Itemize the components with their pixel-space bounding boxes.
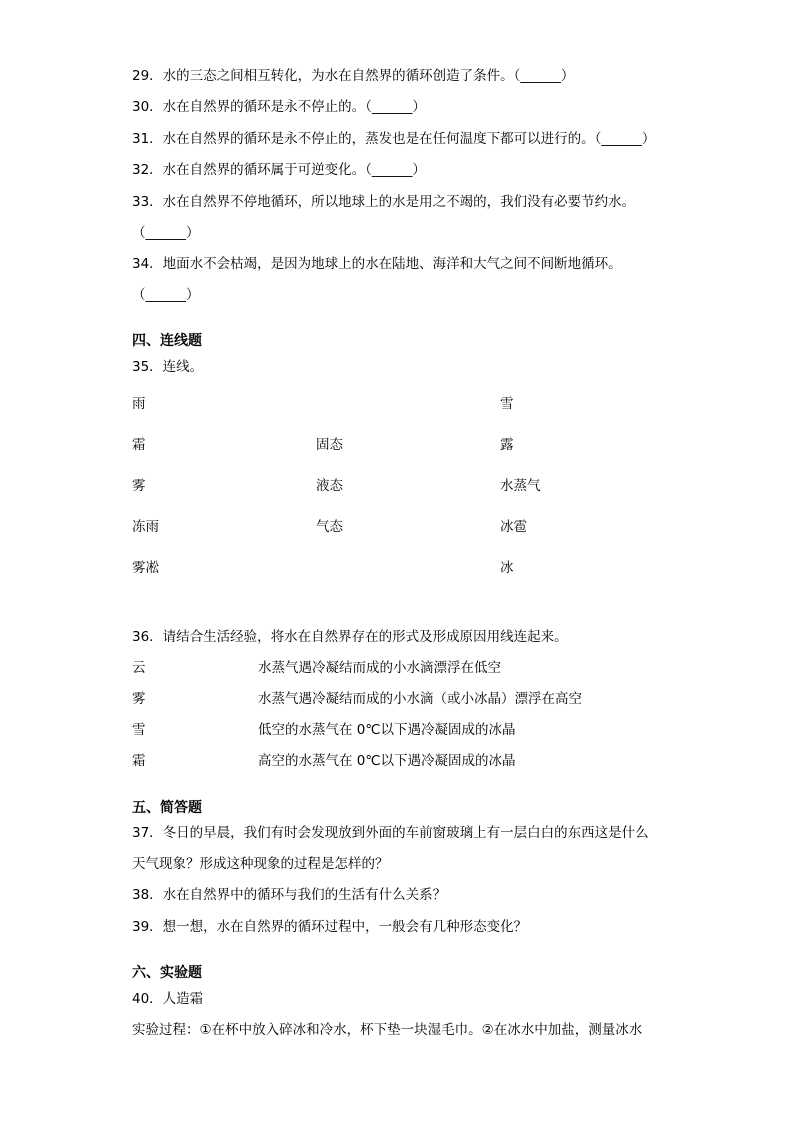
question-35: 35．连线。	[132, 359, 204, 375]
q36-left-item: 霜	[132, 753, 146, 769]
q36-right-item: 低空的水蒸气在 0℃以下遇冷凝固成的冰晶	[258, 722, 516, 738]
question-29: 29．水的三态之间相互转化，为水在自然界的循环创造了条件。（______）	[132, 68, 575, 84]
question-40: 40．人造霜	[132, 991, 204, 1007]
question-31: 31．水在自然界的循环是永不停止的，蒸发也是在任何温度下都可以进行的。（______）	[132, 131, 656, 147]
question-36: 36．请结合生活经验，将水在自然界存在的形式及形成原因用线连起来。	[132, 629, 568, 645]
question-34: 34．地面水不会枯竭，是因为地球上的水在陆地、海洋和大气之间不间断地循环。	[132, 256, 622, 272]
question-37: 37．冬日的早晨，我们有时会发现放到外面的车前窗玻璃上有一层白白的东西这是什么	[132, 825, 649, 841]
question-33-blank: （______）	[132, 225, 200, 241]
q36-right-item: 水蒸气遇冷凝结而成的小水滴（或小冰晶）漂浮在高空	[258, 691, 582, 707]
q36-left-item: 云	[132, 660, 146, 676]
experiment-process: 实验过程：①在杯中放入碎冰和冷水，杯下垫一块湿毛巾。②在冰水中加盐，测量冰水	[132, 1022, 643, 1038]
question-37-continued: 天气现象？形成这种现象的过程是怎样的？	[132, 856, 389, 872]
q35-right-item: 雪	[500, 396, 514, 412]
q36-right-item: 高空的水蒸气在 0℃以下遇冷凝固成的冰晶	[258, 753, 516, 769]
question-33: 33．水在自然界不停地循环，所以地球上的水是用之不竭的，我们没有必要节约水。	[132, 194, 636, 210]
q35-right-item: 露	[500, 437, 514, 453]
question-34-blank: （______）	[132, 287, 200, 303]
q35-left-item: 雾凇	[132, 560, 159, 576]
q35-right-item: 水蒸气	[500, 478, 541, 494]
matching-heading: 四、连线题	[132, 333, 202, 349]
question-38: 38．水在自然界中的循环与我们的生活有什么关系？	[132, 887, 447, 903]
q35-left-item: 霜	[132, 437, 146, 453]
q36-left-item: 雪	[132, 722, 146, 738]
q35-right-item: 冰	[500, 560, 514, 576]
q35-left-item: 雨	[132, 396, 146, 412]
q35-middle-item: 固态	[316, 437, 343, 453]
question-30: 30．水在自然界的循环是永不停止的。（______）	[132, 99, 426, 115]
short-answer-heading: 五、简答题	[132, 800, 202, 816]
q35-middle-item: 气态	[316, 519, 343, 535]
question-32: 32．水在自然界的循环属于可逆变化。（______）	[132, 162, 426, 178]
question-39: 39．想一想，水在自然界的循环过程中，一般会有几种形态变化？	[132, 919, 528, 935]
q35-middle-item: 液态	[316, 478, 343, 494]
experiment-heading: 六、实验题	[132, 965, 202, 981]
q35-left-item: 冻雨	[132, 519, 159, 535]
q35-left-item: 雾	[132, 478, 146, 494]
q36-right-item: 水蒸气遇冷凝结而成的小水滴漂浮在低空	[258, 660, 501, 676]
q36-left-item: 雾	[132, 691, 146, 707]
q35-right-item: 冰雹	[500, 519, 527, 535]
